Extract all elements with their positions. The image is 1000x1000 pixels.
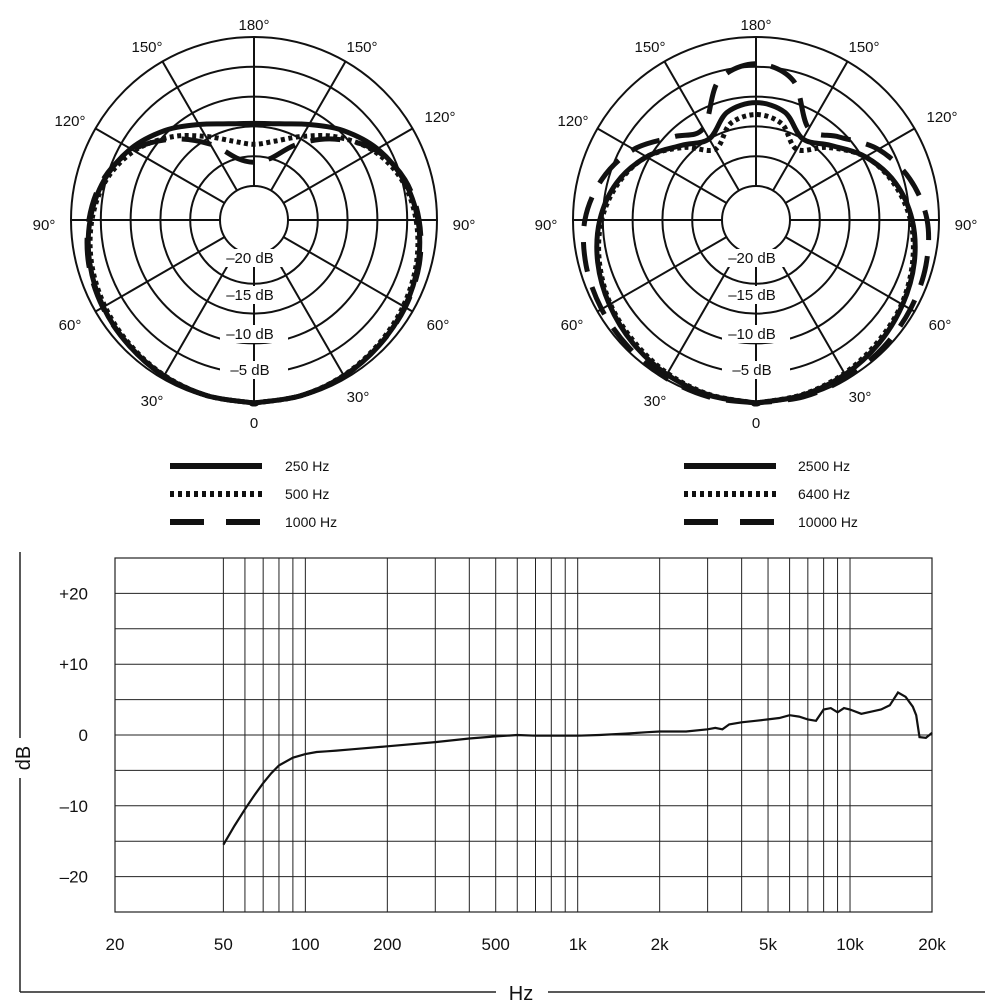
angle-label-mid-upper-right: 120° (424, 109, 456, 126)
ring-label: –20 dB (226, 250, 274, 267)
angle-label-mid-lower-left: 60° (560, 317, 584, 334)
x-tick-label: 20 (105, 935, 125, 954)
angle-label-mid-lower-right: 60° (928, 317, 952, 334)
y-tick-label: +20 (59, 584, 88, 604)
angle-label-lower-left: 30° (643, 393, 667, 410)
y-tick-label: +10 (59, 655, 88, 675)
angle-label-upper-left: 150° (634, 39, 666, 56)
legend-label: 2500 Hz (798, 458, 851, 474)
x-tick-label: 50 (213, 935, 233, 954)
frequency-response-chart (10, 552, 985, 1000)
angle-label-upper-right: 150° (346, 39, 378, 56)
angle-label-mid-upper-left: 120° (54, 113, 86, 130)
x-tick-labels (106, 935, 947, 954)
x-axis-label: Hz (508, 983, 534, 1000)
polar-ring (220, 186, 288, 254)
x-tick-label: 10k (836, 935, 864, 954)
polar-ring (722, 186, 790, 254)
legend-label: 10000 Hz (798, 514, 858, 530)
legend-label: 6400 Hz (798, 486, 851, 502)
angle-label-mid-lower-left: 60° (58, 317, 82, 334)
y-tick-labels (59, 584, 88, 886)
angle-label-mid-upper-left: 120° (557, 113, 589, 130)
angle-label-top: 180° (238, 17, 270, 34)
y-tick-label: 0 (78, 726, 88, 745)
ring-label: –5 dB (230, 362, 270, 379)
ring-label: –15 dB (728, 287, 776, 304)
y-tick-label: –20 (59, 867, 88, 887)
angle-label-upper-right: 150° (848, 39, 880, 56)
x-tick-label: 2k (650, 935, 669, 954)
angle-label-left: 90° (32, 217, 56, 234)
ring-label: –10 dB (728, 326, 776, 343)
ring-label: –15 dB (226, 287, 274, 304)
angle-label-upper-left: 150° (131, 39, 163, 56)
polar-plot-right (535, 17, 978, 432)
x-tick-label: 500 (481, 935, 510, 954)
angle-label-lower-right: 30° (346, 389, 370, 406)
angle-label-bottom: 0 (249, 415, 259, 432)
legend-label: 500 Hz (285, 486, 330, 502)
angle-label-mid-upper-right: 120° (926, 109, 958, 126)
angle-label-lower-right: 30° (848, 389, 872, 406)
ring-label: –20 dB (728, 250, 776, 267)
legend-right (684, 458, 858, 530)
legend-label: 250 Hz (285, 458, 330, 474)
x-tick-label: 20k (918, 935, 946, 954)
y-tick-label: –10 (59, 796, 88, 816)
legend-left (170, 458, 337, 530)
x-tick-label: 100 (291, 935, 320, 954)
angle-label-left: 90° (534, 217, 558, 234)
ring-label: –10 dB (226, 326, 274, 343)
angle-label-right: 90° (452, 217, 476, 234)
angle-label-bottom: 0 (751, 415, 761, 432)
legend-label: 1000 Hz (285, 514, 338, 530)
y-axis-label: dB (13, 745, 35, 771)
x-tick-label: 200 (373, 935, 402, 954)
ring-label: –5 dB (732, 362, 772, 379)
polar-plot-left (33, 17, 476, 432)
angle-label-lower-left: 30° (140, 393, 164, 410)
angle-label-right: 90° (954, 217, 978, 234)
angle-label-top: 180° (740, 17, 772, 34)
angle-label-mid-lower-right: 60° (426, 317, 450, 334)
x-tick-label: 1k (568, 935, 587, 954)
x-tick-label: 5k (759, 935, 778, 954)
polar-grid-left (71, 37, 437, 403)
